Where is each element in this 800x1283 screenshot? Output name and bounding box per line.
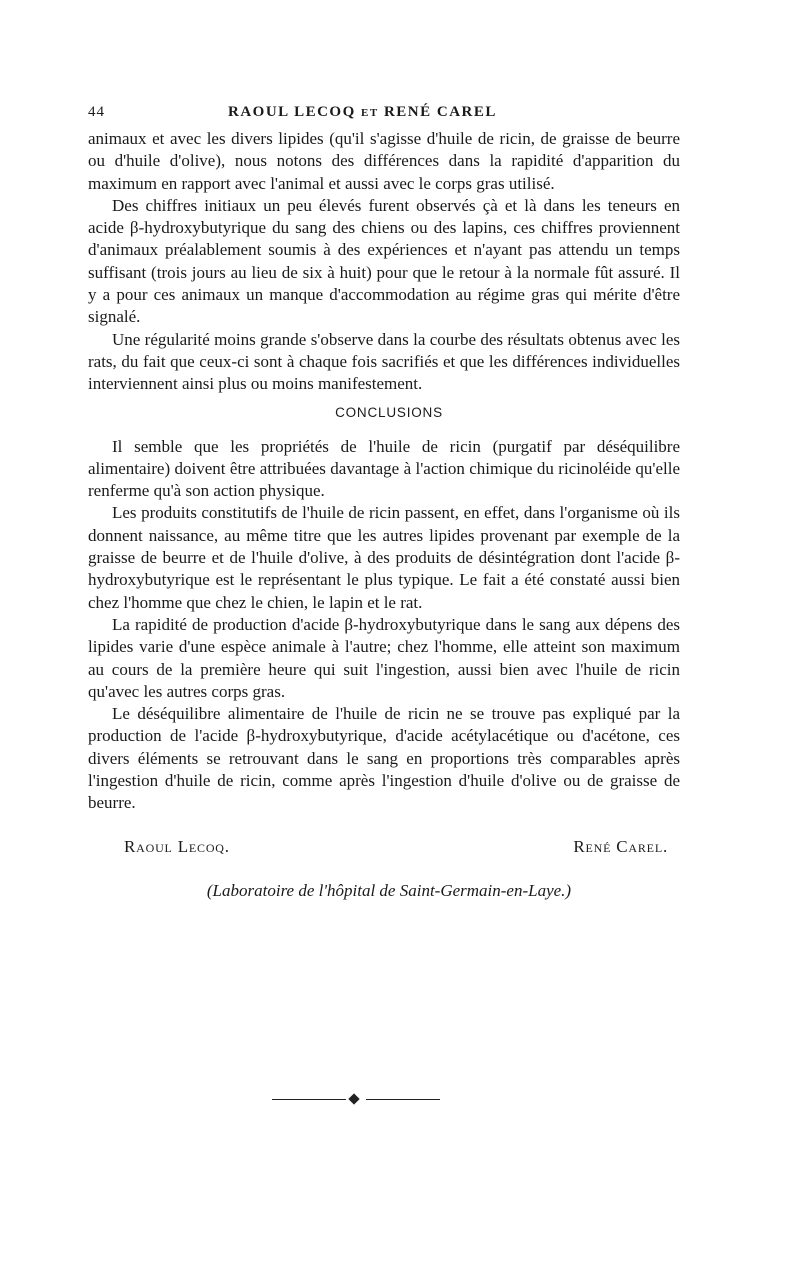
paragraph-conclusion-3: La rapidité de production d'acide β-hydroxybutyrique dans le sang aux dépens des lipides varie d'une espèce animale à l'autre; chez l'homme, elle atteint son maximum au cours de la première heure qui suit l'ingestion, aussi bien avec l'huile de ricin qu'avec les autres corps gras. <box>88 614 680 701</box>
running-head-authors: RAOUL LECOQ et RENÉ CAREL <box>228 104 497 120</box>
paragraph-conclusion-2: Les produits constitutifs de l'huile de ricin passent, en effet, dans l'organisme où ils donnent naissance, au même titre que les autres lipides provenant par exemple de la graisse de beurre et de l'huile d'olive, à des produits de désintégration dont l'acide β-hydroxybutyrique est le représentant le plus typique. Le fait a été constaté aussi bien chez l'homme que chez le chien, le lapin et le rat. <box>88 503 680 612</box>
document-page <box>88 100 680 901</box>
end-rule-ornament <box>272 1093 440 1107</box>
paragraph-intro-2: Des chiffres initiaux un peu élevés furent observés çà et là dans les teneurs en acide β-hydroxybutyrique du sang des chiens ou des lapins, ces chiffres proviennent d'animaux préalablement soumis à des expériences et n'ayant pas attendu un temps suffisant (trois jours au lieu de six à huit) pour que le retour à la normale fût assuré. Il y a pour ces animaux un manque d'accommodation au régime gras qui mérite d'être signalé. <box>88 195 680 327</box>
rule-line-left <box>272 1099 346 1100</box>
paragraph-intro-3: Une régularité moins grande s'observe dans la courbe des résultats obtenus avec les rats, du fait que ceux-ci sont à chaque fois sacrifiés et que les différences individuelles interviennent ainsi plus ou moins manifestement. <box>88 329 680 394</box>
section-title-conclusions: CONCLUSIONS <box>335 404 443 420</box>
signature-left: Raoul Lecoq. <box>124 836 230 856</box>
running-head <box>88 100 680 128</box>
page-number: 44 <box>88 104 105 120</box>
rule-line-right <box>366 1099 440 1100</box>
paragraph-intro-1: animaux et avec les divers lipides (qu'il s'agisse d'huile de ricin, de graisse de beurre ou d'huile d'olive), nous notons des différences dans la rapidité d'apparition du maximum en rapport avec l'animal et aussi avec le corps gras utilisé. <box>88 129 680 193</box>
paragraph-conclusion-4: Le déséquilibre alimentaire de l'huile de ricin ne se trouve pas expliqué par la production de l'acide β-hydroxybutyrique, d'acide acétylacétique ou d'acétone, ces divers éléments se retrouvant dans le sang en proportions très comparables après l'ingestion d'huile de ricin, comme après l'ingestion d'huile d'olive ou de graisse de beurre. <box>88 704 680 813</box>
paragraph-conclusion-1: Il semble que les propriétés de l'huile de ricin (purgatif par déséquilibre alimentaire) doivent être attribuées davantage à l'action chimique du ricinoléide qu'elle renferme qu'à son action physique. <box>88 436 680 501</box>
diamond-ornament-icon <box>348 1093 359 1104</box>
signatures <box>88 837 680 857</box>
signature-right: René Carel. <box>573 836 668 856</box>
affiliation: (Laboratoire de l'hôpital de Saint-Germain-en-Laye.) <box>206 880 572 900</box>
